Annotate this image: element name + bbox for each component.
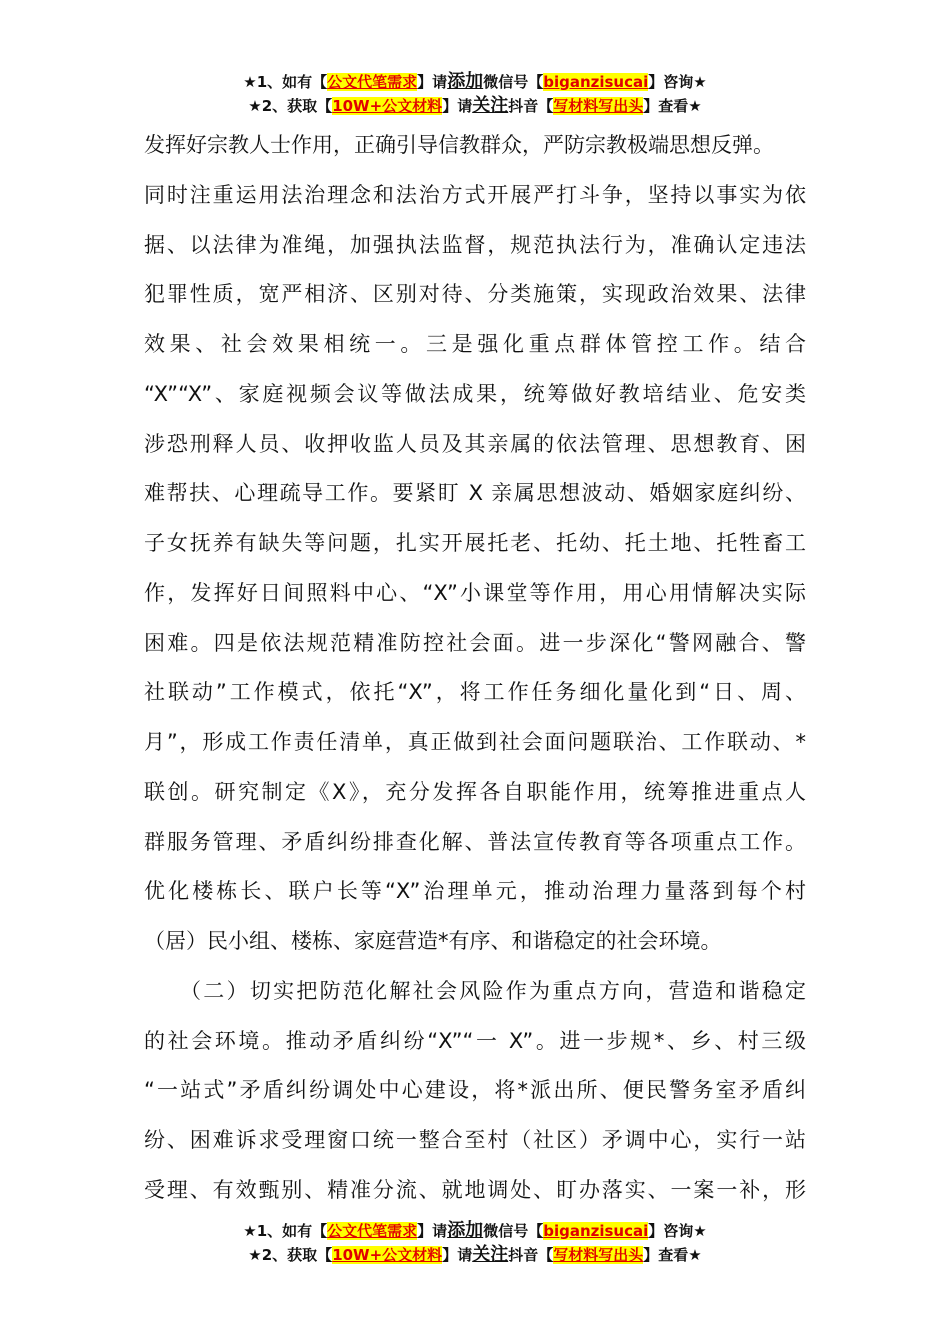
top-banner xyxy=(0,70,950,118)
text-line: 受理、有效甄别、精准分流、就地调处、盯办落实、一案一补，形 xyxy=(144,1177,806,1202)
banner-text: 】查看★ xyxy=(643,1246,702,1264)
text-line: “X”“X”、家庭视频会议等做法成果，统筹做好教培结业、危安类 xyxy=(144,381,806,406)
highlight-service: 公文代笔需求 xyxy=(327,1222,418,1240)
banner-text: ★1、如有【 xyxy=(243,73,328,91)
text-line: “一站式”矛盾纠纷调处中心建设，将*派出所、便民警务室矛盾纠 xyxy=(144,1078,806,1103)
text-line: （居）民小组、楼栋、家庭营造*有序、和谐稳定的社会环境。 xyxy=(144,929,722,953)
highlight-service: 公文代笔需求 xyxy=(327,73,418,91)
banner-text: 】请 xyxy=(442,97,473,115)
banner-text: 】请 xyxy=(417,73,448,91)
text-line: 月”，形成工作责任清单，真正做到社会面问题联治、工作联动、* xyxy=(144,730,806,754)
text-line: 效果、社会效果相统一。三是强化重点群体管控工作。结合 xyxy=(144,332,806,356)
body-text xyxy=(144,128,806,1223)
banner-emphasis: 关注 xyxy=(472,95,509,116)
banner-row-2 xyxy=(0,94,950,118)
text-line: （二）切实把防范化解社会风险作为重点方向，营造和谐稳定 xyxy=(144,978,806,1003)
text-line: 群服务管理、矛盾纠纷排查化解、普法宣传教育等各项重点工作。 xyxy=(144,829,806,854)
text-line: 难帮扶、心理疏导工作。要紧盯 X 亲属思想波动、婚姻家庭纠纷、 xyxy=(144,481,806,506)
text-line: 子女抚养有缺失等问题，扎实开展托老、托幼、托土地、托牲畜工 xyxy=(144,531,806,555)
text-line: 困难。四是依法规范精准防控社会面。进一步深化“警网融合、警 xyxy=(144,630,806,655)
banner-text: 】咨询★ xyxy=(648,1222,707,1240)
banner-text: 】请 xyxy=(417,1222,448,1240)
highlight-wechat-id: biganzisucai xyxy=(543,1222,649,1240)
banner-text: ★2、获取【 xyxy=(248,1246,333,1264)
text-line: 作，发挥好日间照料中心、“X”小课堂等作用，用心用情解决实际 xyxy=(144,580,806,605)
banner-text: ★1、如有【 xyxy=(243,1222,328,1240)
highlight-douyin-id: 写材料写出头 xyxy=(553,1246,644,1264)
banner-row-2 xyxy=(0,1243,950,1267)
text-line: 涉恐刑释人员、收押收监人员及其亲属的依法管理、思想教育、困 xyxy=(144,431,806,456)
banner-text: ★2、获取【 xyxy=(248,97,333,115)
banner-row-1 xyxy=(0,1219,950,1243)
text-line: 优化楼栋长、联户长等“X”治理单元，推动治理力量落到每个村 xyxy=(144,879,806,904)
text-line: 的社会环境。推动矛盾纠纷“X”“一 X”。进一步规*、乡、村三级 xyxy=(144,1028,806,1053)
banner-text: 微信号【 xyxy=(483,1222,544,1240)
banner-text: 微信号【 xyxy=(483,73,544,91)
highlight-douyin-id: 写材料写出头 xyxy=(553,97,644,115)
bottom-banner xyxy=(0,1219,950,1267)
banner-row-1 xyxy=(0,70,950,94)
banner-emphasis: 添加 xyxy=(447,1220,484,1241)
banner-text: 】咨询★ xyxy=(648,73,707,91)
text-line: 同时注重运用法治理念和法治方式开展严打斗争，坚持以事实为依 xyxy=(144,182,806,207)
banner-text: 抖音【 xyxy=(508,1246,554,1264)
highlight-materials: 10W+公文材料 xyxy=(332,1246,443,1264)
text-line: 联创。研究制定《X》，充分发挥各自职能作用，统筹推进重点人 xyxy=(144,779,806,804)
highlight-wechat-id: biganzisucai xyxy=(543,73,649,91)
banner-text: 】查看★ xyxy=(643,97,702,115)
highlight-materials: 10W+公文材料 xyxy=(332,97,443,115)
text-line: 据、以法律为准绳，加强执法监督，规范执法行为，准确认定违法 xyxy=(144,232,806,257)
text-line: 社联动”工作模式，依托“X”，将工作任务细化量化到“日、周、 xyxy=(144,680,806,705)
text-line: 犯罪性质，宽严相济、区别对待、分类施策，实现政治效果、法律 xyxy=(144,282,806,307)
text-line: 发挥好宗教人士作用，正确引导信教群众，严防宗教极端思想反弹。 xyxy=(144,133,774,157)
banner-emphasis: 关注 xyxy=(472,1244,509,1265)
banner-emphasis: 添加 xyxy=(447,71,484,92)
text-line: 纷、困难诉求受理窗口统一整合至村（社区）矛调中心，实行一站 xyxy=(144,1128,806,1152)
banner-text: 】请 xyxy=(442,1246,473,1264)
banner-text: 抖音【 xyxy=(508,97,554,115)
